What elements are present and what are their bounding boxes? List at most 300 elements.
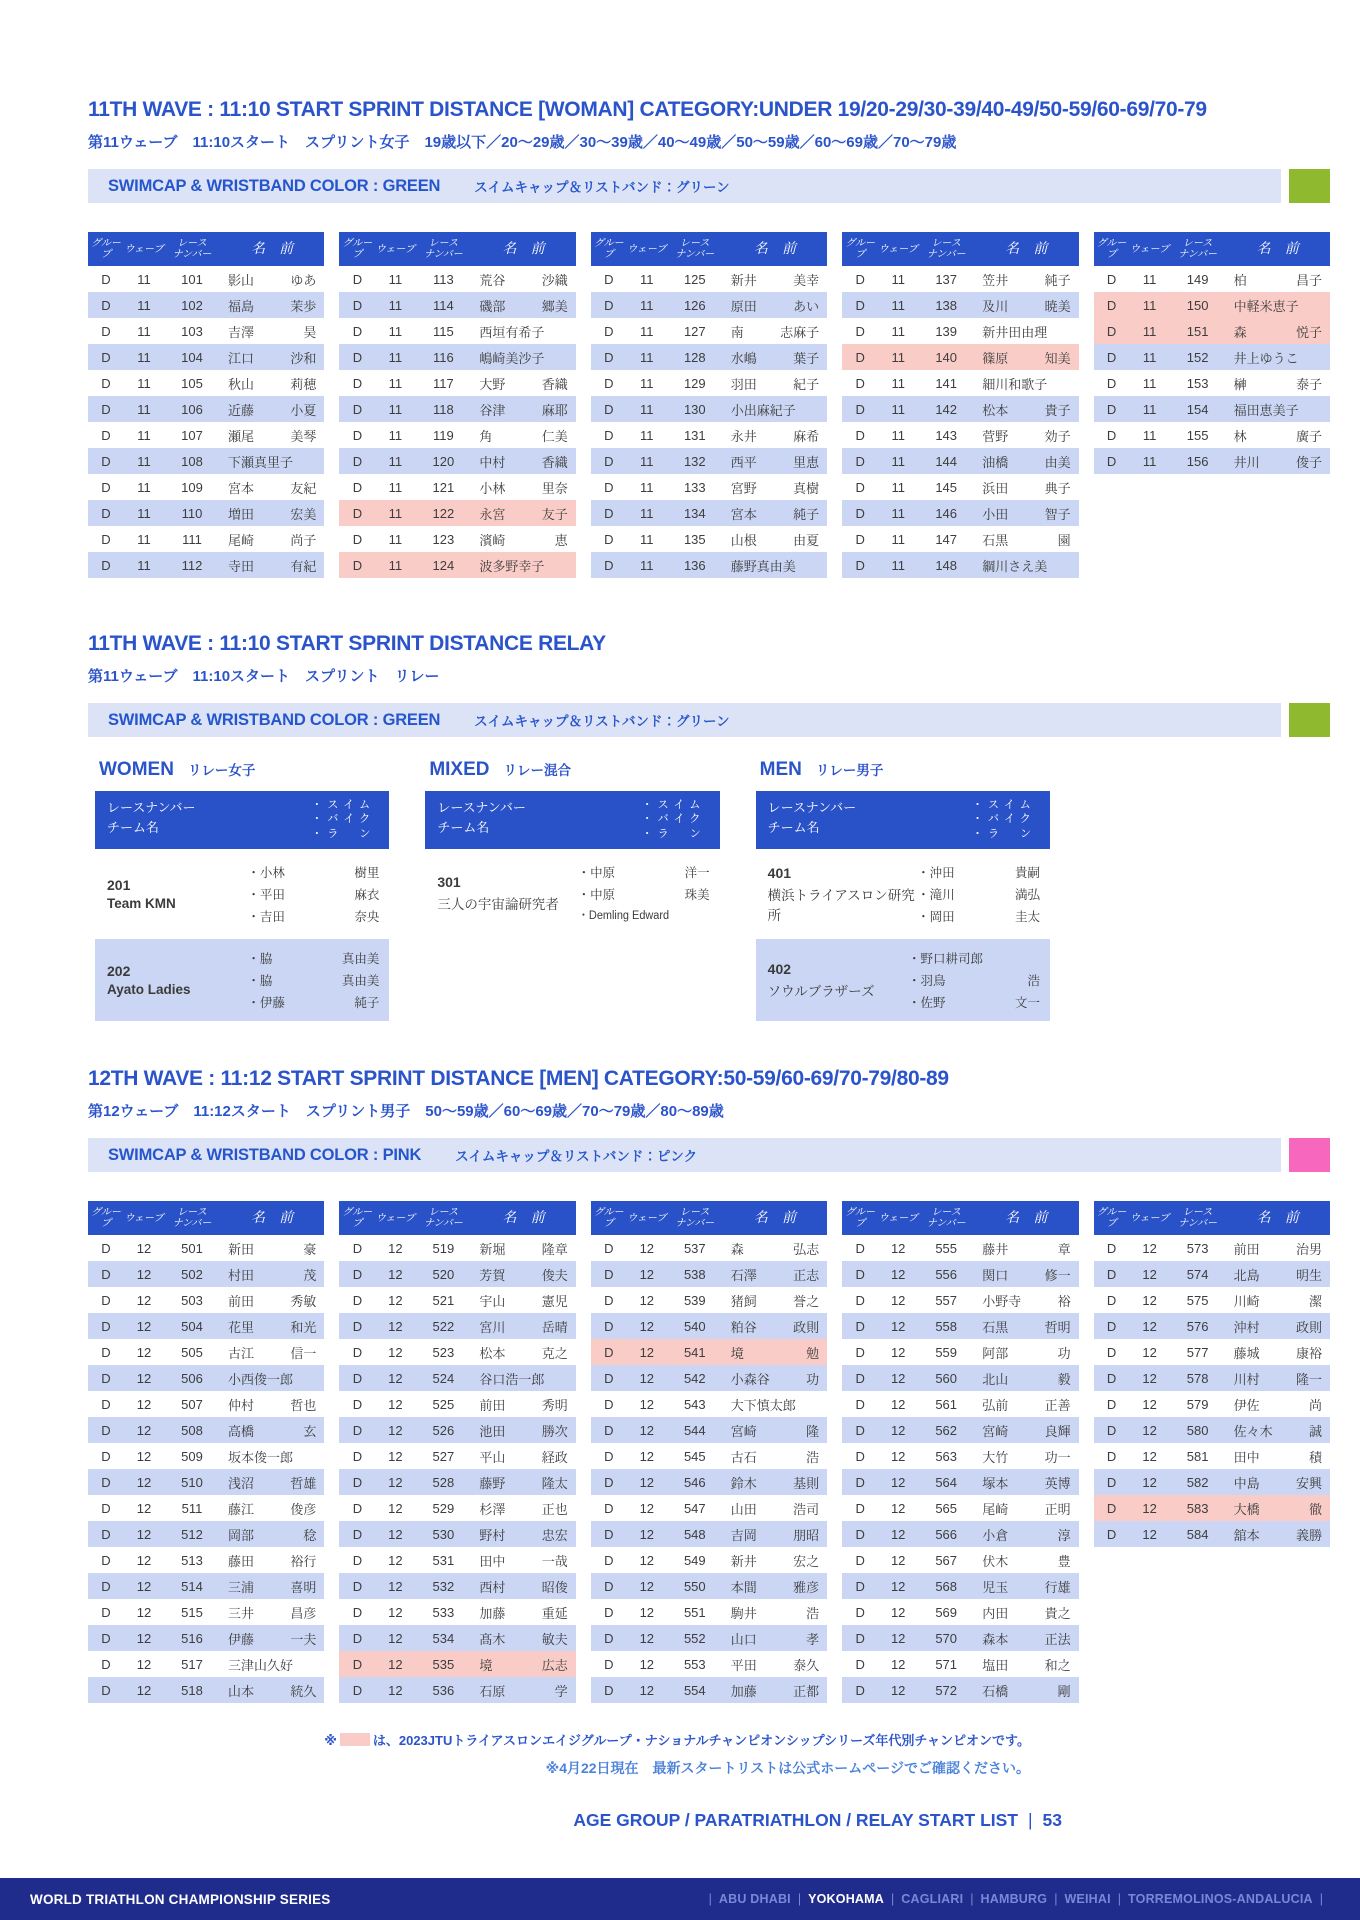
athlete-name-cell bbox=[1226, 1421, 1330, 1440]
given-name: 悦子 bbox=[1295, 324, 1322, 340]
table-row bbox=[842, 1417, 1078, 1443]
athlete-name-cell bbox=[723, 1681, 827, 1700]
table-row bbox=[591, 266, 827, 292]
athlete-name-cell bbox=[1226, 1525, 1330, 1544]
group-cell: D bbox=[604, 557, 614, 573]
race-number-header-line1: レース bbox=[931, 1207, 961, 1218]
given-name: 孝 bbox=[806, 1631, 820, 1647]
wave-cell: 12 bbox=[1142, 1500, 1157, 1516]
relay-member-name bbox=[917, 885, 1040, 903]
wave-cell: 12 bbox=[388, 1474, 403, 1490]
group-cell: D bbox=[1106, 453, 1117, 469]
wave-cell: 12 bbox=[136, 1396, 152, 1412]
family-name: 角 bbox=[479, 428, 493, 444]
athlete-name-cell: 大下慎太郎 bbox=[730, 1397, 796, 1413]
relay-team-members bbox=[247, 863, 379, 925]
wave-cell: 12 bbox=[388, 1422, 403, 1438]
group-cell: D bbox=[604, 1344, 614, 1360]
athlete-name-cell bbox=[471, 530, 575, 549]
race-number-cell: 584 bbox=[1186, 1526, 1209, 1542]
group-cell: D bbox=[855, 375, 865, 391]
wave-cell: 12 bbox=[1142, 1344, 1157, 1360]
race-number-cell: 140 bbox=[935, 349, 958, 365]
group-cell: D bbox=[352, 531, 363, 547]
given-name: 剛 bbox=[1057, 1683, 1071, 1699]
relay-category-title-jp: リレー混合 bbox=[503, 763, 572, 778]
table-row bbox=[842, 1547, 1078, 1573]
athlete-name-cell bbox=[974, 452, 1078, 471]
member-given-name: 奈央 bbox=[354, 910, 380, 924]
given-name: 純子 bbox=[1044, 272, 1071, 288]
race-number-header-line1: レース bbox=[177, 238, 207, 249]
athlete-name-cell bbox=[974, 478, 1078, 497]
city-separator: | bbox=[1054, 1892, 1058, 1906]
athlete-name-cell bbox=[1226, 1473, 1330, 1492]
table-row bbox=[1094, 1521, 1330, 1547]
green-color-swatch bbox=[1289, 703, 1330, 737]
group-cell: D bbox=[1106, 1448, 1117, 1464]
wave-cell: 11 bbox=[891, 453, 905, 469]
start-list-block bbox=[591, 1201, 827, 1703]
wave-cell: 12 bbox=[639, 1344, 655, 1360]
race-number-cell: 147 bbox=[935, 531, 958, 547]
race-number-cell: 507 bbox=[181, 1396, 203, 1412]
wave-cell: 11 bbox=[1142, 349, 1157, 365]
athlete-name-cell bbox=[723, 1499, 827, 1518]
wave-cell: 11 bbox=[640, 505, 654, 521]
family-name: 谷津 bbox=[479, 402, 506, 418]
athlete-name-cell bbox=[723, 296, 827, 315]
group-cell: D bbox=[1106, 323, 1117, 339]
group-cell: D bbox=[604, 401, 614, 417]
table-row bbox=[339, 370, 575, 396]
table-row bbox=[339, 1339, 575, 1365]
table-row bbox=[591, 1651, 827, 1677]
athlete-name-cell bbox=[220, 504, 324, 523]
family-name: 芳賀 bbox=[479, 1267, 506, 1283]
wave-cell: 11 bbox=[137, 271, 151, 287]
wave-column-header: ウェーブ bbox=[375, 243, 415, 255]
given-name: 里恵 bbox=[793, 454, 820, 470]
member-family-name: ・野口耕司郎 bbox=[908, 952, 984, 966]
race-number-column-header bbox=[415, 1207, 471, 1229]
race-number-cell: 148 bbox=[935, 557, 958, 573]
given-name: 章 bbox=[1057, 1241, 1071, 1257]
wave-cell: 11 bbox=[388, 505, 403, 521]
relay-category-column bbox=[95, 759, 389, 1021]
athlete-name-cell bbox=[471, 1499, 575, 1518]
host-cities-list bbox=[702, 1892, 1330, 1906]
member-given-name: 珠美 bbox=[684, 888, 710, 902]
group-cell: D bbox=[352, 1448, 363, 1464]
group-cell: D bbox=[352, 1344, 363, 1360]
family-name: 花里 bbox=[228, 1319, 255, 1335]
wave-column-header: ウェーブ bbox=[627, 1212, 667, 1224]
relay-title-jp: 第11ウェーブ 11:10スタート スプリント リレー bbox=[88, 668, 440, 685]
relay-team-number: 402 bbox=[767, 960, 792, 977]
race-number-header-line1: レース bbox=[428, 1207, 459, 1218]
athlete-name-cell bbox=[471, 504, 575, 523]
group-cell: D bbox=[604, 1318, 614, 1334]
athlete-name-cell bbox=[723, 1291, 827, 1310]
given-name: 由夏 bbox=[793, 532, 820, 548]
table-row bbox=[591, 1313, 827, 1339]
race-number-cell: 544 bbox=[683, 1422, 706, 1438]
group-cell: D bbox=[352, 349, 363, 365]
table-row bbox=[88, 1599, 324, 1625]
race-number-cell: 530 bbox=[432, 1526, 455, 1542]
given-name: 泰子 bbox=[1295, 376, 1322, 392]
athlete-name-cell bbox=[723, 478, 827, 497]
table-row bbox=[591, 1391, 827, 1417]
group-cell: D bbox=[855, 1448, 865, 1464]
city-separator: | bbox=[891, 1892, 895, 1906]
relay-team-row bbox=[95, 853, 389, 935]
swimcap-label-en: SWIMCAP & WRISTBAND COLOR : PINK bbox=[108, 1145, 422, 1164]
wave-cell: 11 bbox=[137, 401, 151, 417]
athlete-name-cell: 綱川さえ美 bbox=[982, 558, 1048, 574]
race-number-cell: 111 bbox=[182, 531, 202, 547]
relay-header-legs bbox=[311, 798, 375, 842]
race-number-cell: 580 bbox=[1186, 1422, 1209, 1438]
race-number-cell: 573 bbox=[1186, 1240, 1209, 1256]
given-name: 英博 bbox=[1044, 1475, 1071, 1491]
wave-column-header: ウェーブ bbox=[878, 243, 918, 255]
race-number-cell: 121 bbox=[432, 479, 455, 495]
race-number-cell: 577 bbox=[1186, 1344, 1209, 1360]
race-number-cell: 533 bbox=[432, 1604, 455, 1620]
given-name: 葉子 bbox=[793, 350, 820, 366]
group-cell: D bbox=[101, 505, 111, 521]
athlete-name-cell bbox=[723, 348, 827, 367]
group-cell: D bbox=[101, 453, 111, 469]
athlete-name-cell bbox=[723, 1629, 827, 1648]
relay-leg-label: ・ラ ン bbox=[641, 827, 706, 840]
family-name: 西平 bbox=[730, 454, 757, 470]
wave-cell: 12 bbox=[388, 1630, 403, 1646]
race-number-cell: 125 bbox=[683, 271, 706, 287]
group-column-header: グループ bbox=[593, 238, 624, 260]
wave-cell: 12 bbox=[890, 1422, 906, 1438]
race-number-header-line2: ナンバー bbox=[1178, 1218, 1217, 1229]
city-separator: | bbox=[1117, 1892, 1122, 1906]
group-cell: D bbox=[101, 1682, 111, 1698]
table-row bbox=[842, 1625, 1078, 1651]
family-name: 永井 bbox=[730, 428, 757, 444]
athlete-name-cell bbox=[974, 530, 1078, 549]
note-mark: ※ bbox=[324, 1733, 337, 1748]
race-number-cell: 566 bbox=[935, 1526, 958, 1542]
note-text: は、2023JTUトライアスロンエイジグループ・ナショナルチャンピオンシップシリーズ年代別チャンピオンです。 bbox=[372, 1733, 1030, 1748]
race-number-cell: 144 bbox=[935, 453, 958, 469]
athlete-name-cell bbox=[1226, 374, 1330, 393]
group-cell: D bbox=[352, 453, 363, 469]
group-cell: D bbox=[855, 323, 865, 339]
group-column-header: グループ bbox=[91, 1207, 121, 1229]
athlete-name-cell bbox=[220, 556, 324, 575]
wave12-title-en: 12TH WAVE : 11:12 START SPRINT DISTANCE [MEN] CATEGORY:50-59/60-69/70-79/80-89 bbox=[88, 1067, 949, 1090]
group-cell: D bbox=[855, 453, 865, 469]
family-name: 杉澤 bbox=[479, 1501, 506, 1517]
family-name: 原田 bbox=[730, 298, 757, 314]
wave-cell: 11 bbox=[388, 427, 403, 443]
host-city: CAGLIARI bbox=[901, 1892, 964, 1906]
family-name: 鈴木 bbox=[730, 1475, 757, 1491]
given-name: 学 bbox=[554, 1683, 568, 1699]
family-name: 篠原 bbox=[982, 350, 1009, 366]
member-family-name: ・羽鳥 bbox=[908, 974, 946, 988]
wave-cell: 11 bbox=[1142, 375, 1157, 391]
race-number-header-line2: ナンバー bbox=[172, 1218, 212, 1229]
wave-cell: 11 bbox=[388, 557, 403, 573]
race-number-header-line1: レース bbox=[680, 238, 710, 249]
wave-cell: 12 bbox=[890, 1552, 906, 1568]
race-number-column-header bbox=[667, 238, 723, 260]
family-name: 林 bbox=[1233, 428, 1247, 444]
given-name: 和光 bbox=[290, 1319, 317, 1335]
race-number-cell: 579 bbox=[1186, 1396, 1209, 1412]
given-name: ゆあ bbox=[290, 272, 317, 288]
table-row bbox=[339, 1313, 575, 1339]
family-name: 内田 bbox=[982, 1605, 1009, 1621]
given-name: 修一 bbox=[1044, 1267, 1071, 1283]
race-number-cell: 524 bbox=[432, 1370, 455, 1386]
athlete-name-cell bbox=[974, 1655, 1078, 1674]
group-cell: D bbox=[352, 1630, 363, 1646]
family-name: 佐々木 bbox=[1233, 1423, 1273, 1439]
table-row bbox=[591, 1495, 827, 1521]
race-number-cell: 555 bbox=[935, 1240, 958, 1256]
group-cell: D bbox=[1106, 1422, 1117, 1438]
race-number-cell: 536 bbox=[432, 1682, 455, 1698]
table-row bbox=[842, 474, 1078, 500]
group-cell: D bbox=[855, 1240, 865, 1256]
race-number-cell: 520 bbox=[432, 1266, 455, 1282]
family-name: 新井 bbox=[730, 1553, 757, 1569]
relay-team-members bbox=[578, 863, 710, 923]
family-name: 山田 bbox=[730, 1501, 757, 1517]
race-number-cell: 515 bbox=[181, 1604, 203, 1620]
table-row bbox=[339, 1573, 575, 1599]
race-number-cell: 523 bbox=[432, 1344, 455, 1360]
family-name: 宮本 bbox=[228, 480, 255, 496]
family-name: 尾崎 bbox=[982, 1501, 1009, 1517]
table-row bbox=[591, 1235, 827, 1261]
race-number-cell: 548 bbox=[683, 1526, 706, 1542]
start-list-block bbox=[88, 232, 324, 578]
group-cell: D bbox=[604, 479, 614, 495]
race-number-cell: 156 bbox=[1186, 453, 1209, 469]
wave-cell: 11 bbox=[891, 479, 905, 495]
table-row bbox=[339, 526, 575, 552]
table-row bbox=[339, 422, 575, 448]
race-number-cell: 513 bbox=[181, 1552, 203, 1568]
table-row bbox=[591, 1677, 827, 1703]
race-number-cell: 118 bbox=[433, 401, 454, 417]
relay-category-column bbox=[425, 759, 719, 933]
group-cell: D bbox=[101, 323, 111, 339]
group-cell: D bbox=[352, 479, 363, 495]
given-name: 裕 bbox=[1057, 1293, 1071, 1309]
given-name: 昊 bbox=[303, 324, 317, 340]
family-name: 宮崎 bbox=[730, 1423, 757, 1439]
relay-leg-label: ・バイク bbox=[311, 813, 376, 826]
family-name: 塚本 bbox=[982, 1475, 1009, 1491]
family-name: 中村 bbox=[479, 454, 506, 470]
given-name: 茂 bbox=[303, 1267, 317, 1283]
member-given-name: 貴嗣 bbox=[1014, 866, 1040, 880]
race-number-cell: 102 bbox=[181, 297, 203, 313]
group-cell: D bbox=[101, 1344, 111, 1360]
name-column-header: 名 前 bbox=[502, 1209, 545, 1226]
group-cell: D bbox=[604, 1604, 614, 1620]
given-name: 哲明 bbox=[1044, 1319, 1071, 1335]
race-number-cell: 535 bbox=[432, 1656, 455, 1672]
wave-cell: 11 bbox=[640, 557, 654, 573]
table-row bbox=[339, 1391, 575, 1417]
race-number-cell: 553 bbox=[683, 1656, 706, 1672]
race-number-header-line1: レース bbox=[680, 1207, 710, 1218]
wave-cell: 12 bbox=[639, 1630, 655, 1646]
given-name: 美琴 bbox=[290, 428, 317, 444]
family-name: 伊佐 bbox=[1233, 1397, 1260, 1413]
member-family-name: ・脇 bbox=[247, 952, 273, 966]
race-number-cell: 112 bbox=[181, 557, 203, 573]
wave-cell: 11 bbox=[1142, 297, 1157, 313]
family-name: 髙木 bbox=[479, 1631, 506, 1647]
wave-cell: 11 bbox=[137, 453, 151, 469]
family-name: 平山 bbox=[479, 1449, 506, 1465]
table-row bbox=[842, 1521, 1078, 1547]
race-number-cell: 574 bbox=[1186, 1266, 1209, 1282]
table-row bbox=[1094, 1313, 1330, 1339]
family-name: 岡部 bbox=[228, 1527, 255, 1543]
relay-title-en: 11TH WAVE : 11:10 START SPRINT DISTANCE RELAY bbox=[88, 632, 606, 655]
race-number-cell: 107 bbox=[181, 427, 203, 443]
athlete-name-cell bbox=[723, 426, 827, 445]
race-number-header-line1: レース bbox=[428, 238, 459, 249]
table-row bbox=[842, 1443, 1078, 1469]
name-column-header: 名 前 bbox=[1005, 1209, 1048, 1226]
athlete-name-cell bbox=[974, 1681, 1078, 1700]
table-row bbox=[842, 1313, 1078, 1339]
family-name: 大野 bbox=[479, 376, 506, 392]
given-name: 一哉 bbox=[541, 1553, 568, 1569]
race-number-cell: 103 bbox=[181, 323, 203, 339]
group-cell: D bbox=[604, 1500, 614, 1516]
relay-header-label: レースナンバー bbox=[767, 800, 857, 815]
group-cell: D bbox=[101, 1370, 111, 1386]
family-name: 三井 bbox=[228, 1605, 255, 1621]
wave12-swimcap-row bbox=[88, 1138, 1330, 1172]
wave-cell: 12 bbox=[639, 1292, 655, 1308]
table-row bbox=[1094, 292, 1330, 318]
family-name: 三浦 bbox=[228, 1579, 255, 1595]
table-row bbox=[591, 318, 827, 344]
family-name: 寺田 bbox=[228, 558, 255, 574]
race-number-cell: 142 bbox=[935, 401, 958, 417]
race-number-cell: 152 bbox=[1186, 349, 1209, 365]
race-number-cell: 558 bbox=[935, 1318, 958, 1334]
given-name: 勝次 bbox=[541, 1423, 568, 1439]
family-name: 沖村 bbox=[1233, 1319, 1260, 1335]
table-row bbox=[339, 474, 575, 500]
race-number-cell: 521 bbox=[432, 1292, 455, 1308]
given-name: 有紀 bbox=[290, 558, 317, 574]
athlete-name-cell bbox=[974, 426, 1078, 445]
page-footer-line bbox=[88, 1810, 1330, 1831]
wave-cell: 12 bbox=[1142, 1292, 1157, 1308]
wave-cell: 11 bbox=[388, 271, 403, 287]
wave11-swimcap-bar bbox=[88, 169, 1281, 203]
relay-category-title-en: MEN bbox=[759, 759, 802, 780]
wave-cell: 11 bbox=[891, 401, 905, 417]
athlete-name-cell bbox=[220, 1499, 324, 1518]
table-row bbox=[591, 422, 827, 448]
race-number-cell: 122 bbox=[432, 505, 455, 521]
given-name: 友紀 bbox=[290, 480, 317, 496]
race-number-cell: 581 bbox=[1186, 1448, 1209, 1464]
family-name: 油橋 bbox=[982, 454, 1009, 470]
table-row bbox=[1094, 370, 1330, 396]
given-name: 秀敏 bbox=[290, 1293, 317, 1309]
race-number-column-header bbox=[1170, 238, 1226, 260]
race-number-column-header bbox=[918, 1207, 974, 1229]
family-name: 加藤 bbox=[479, 1605, 506, 1621]
relay-member-name bbox=[908, 971, 1040, 989]
group-cell: D bbox=[855, 505, 865, 521]
group-cell: D bbox=[1106, 1344, 1117, 1360]
given-name: 美幸 bbox=[793, 272, 820, 288]
member-family-name: ・小林 bbox=[247, 866, 285, 880]
group-cell: D bbox=[352, 297, 363, 313]
athlete-name-cell bbox=[220, 270, 324, 289]
table-row bbox=[1094, 1391, 1330, 1417]
race-number-cell: 529 bbox=[432, 1500, 455, 1516]
given-name: 一夫 bbox=[290, 1631, 317, 1647]
family-name: 前田 bbox=[479, 1397, 506, 1413]
race-number-cell: 531 bbox=[432, 1552, 455, 1568]
group-cell: D bbox=[604, 297, 614, 313]
group-cell: D bbox=[101, 401, 111, 417]
wave-cell: 12 bbox=[639, 1240, 655, 1256]
relay-header-left bbox=[107, 798, 196, 842]
table-row bbox=[88, 1521, 324, 1547]
series-footer-bar bbox=[0, 1878, 1360, 1920]
family-name: 粕谷 bbox=[730, 1319, 757, 1335]
athlete-name-cell bbox=[974, 348, 1078, 367]
family-name: 藤井 bbox=[982, 1241, 1009, 1257]
wave-cell: 12 bbox=[136, 1448, 152, 1464]
relay-member-name bbox=[908, 993, 1040, 1011]
relay-member-name bbox=[247, 885, 379, 903]
wave-cell: 12 bbox=[136, 1656, 152, 1672]
athlete-name-cell: 谷口浩一郎 bbox=[479, 1371, 545, 1387]
race-number-cell: 569 bbox=[935, 1604, 958, 1620]
race-number-cell: 504 bbox=[181, 1318, 203, 1334]
wave-cell: 11 bbox=[891, 297, 905, 313]
athlete-name-cell bbox=[220, 1239, 324, 1258]
athlete-name-cell bbox=[220, 400, 324, 419]
race-number-cell: 554 bbox=[683, 1682, 706, 1698]
athlete-name-cell bbox=[1226, 1239, 1330, 1258]
table-row bbox=[591, 1417, 827, 1443]
table-row bbox=[1094, 422, 1330, 448]
given-name: 宏美 bbox=[290, 506, 317, 522]
given-name: 由美 bbox=[1044, 454, 1071, 470]
wave-cell: 11 bbox=[137, 531, 151, 547]
group-cell: D bbox=[1106, 1396, 1117, 1412]
